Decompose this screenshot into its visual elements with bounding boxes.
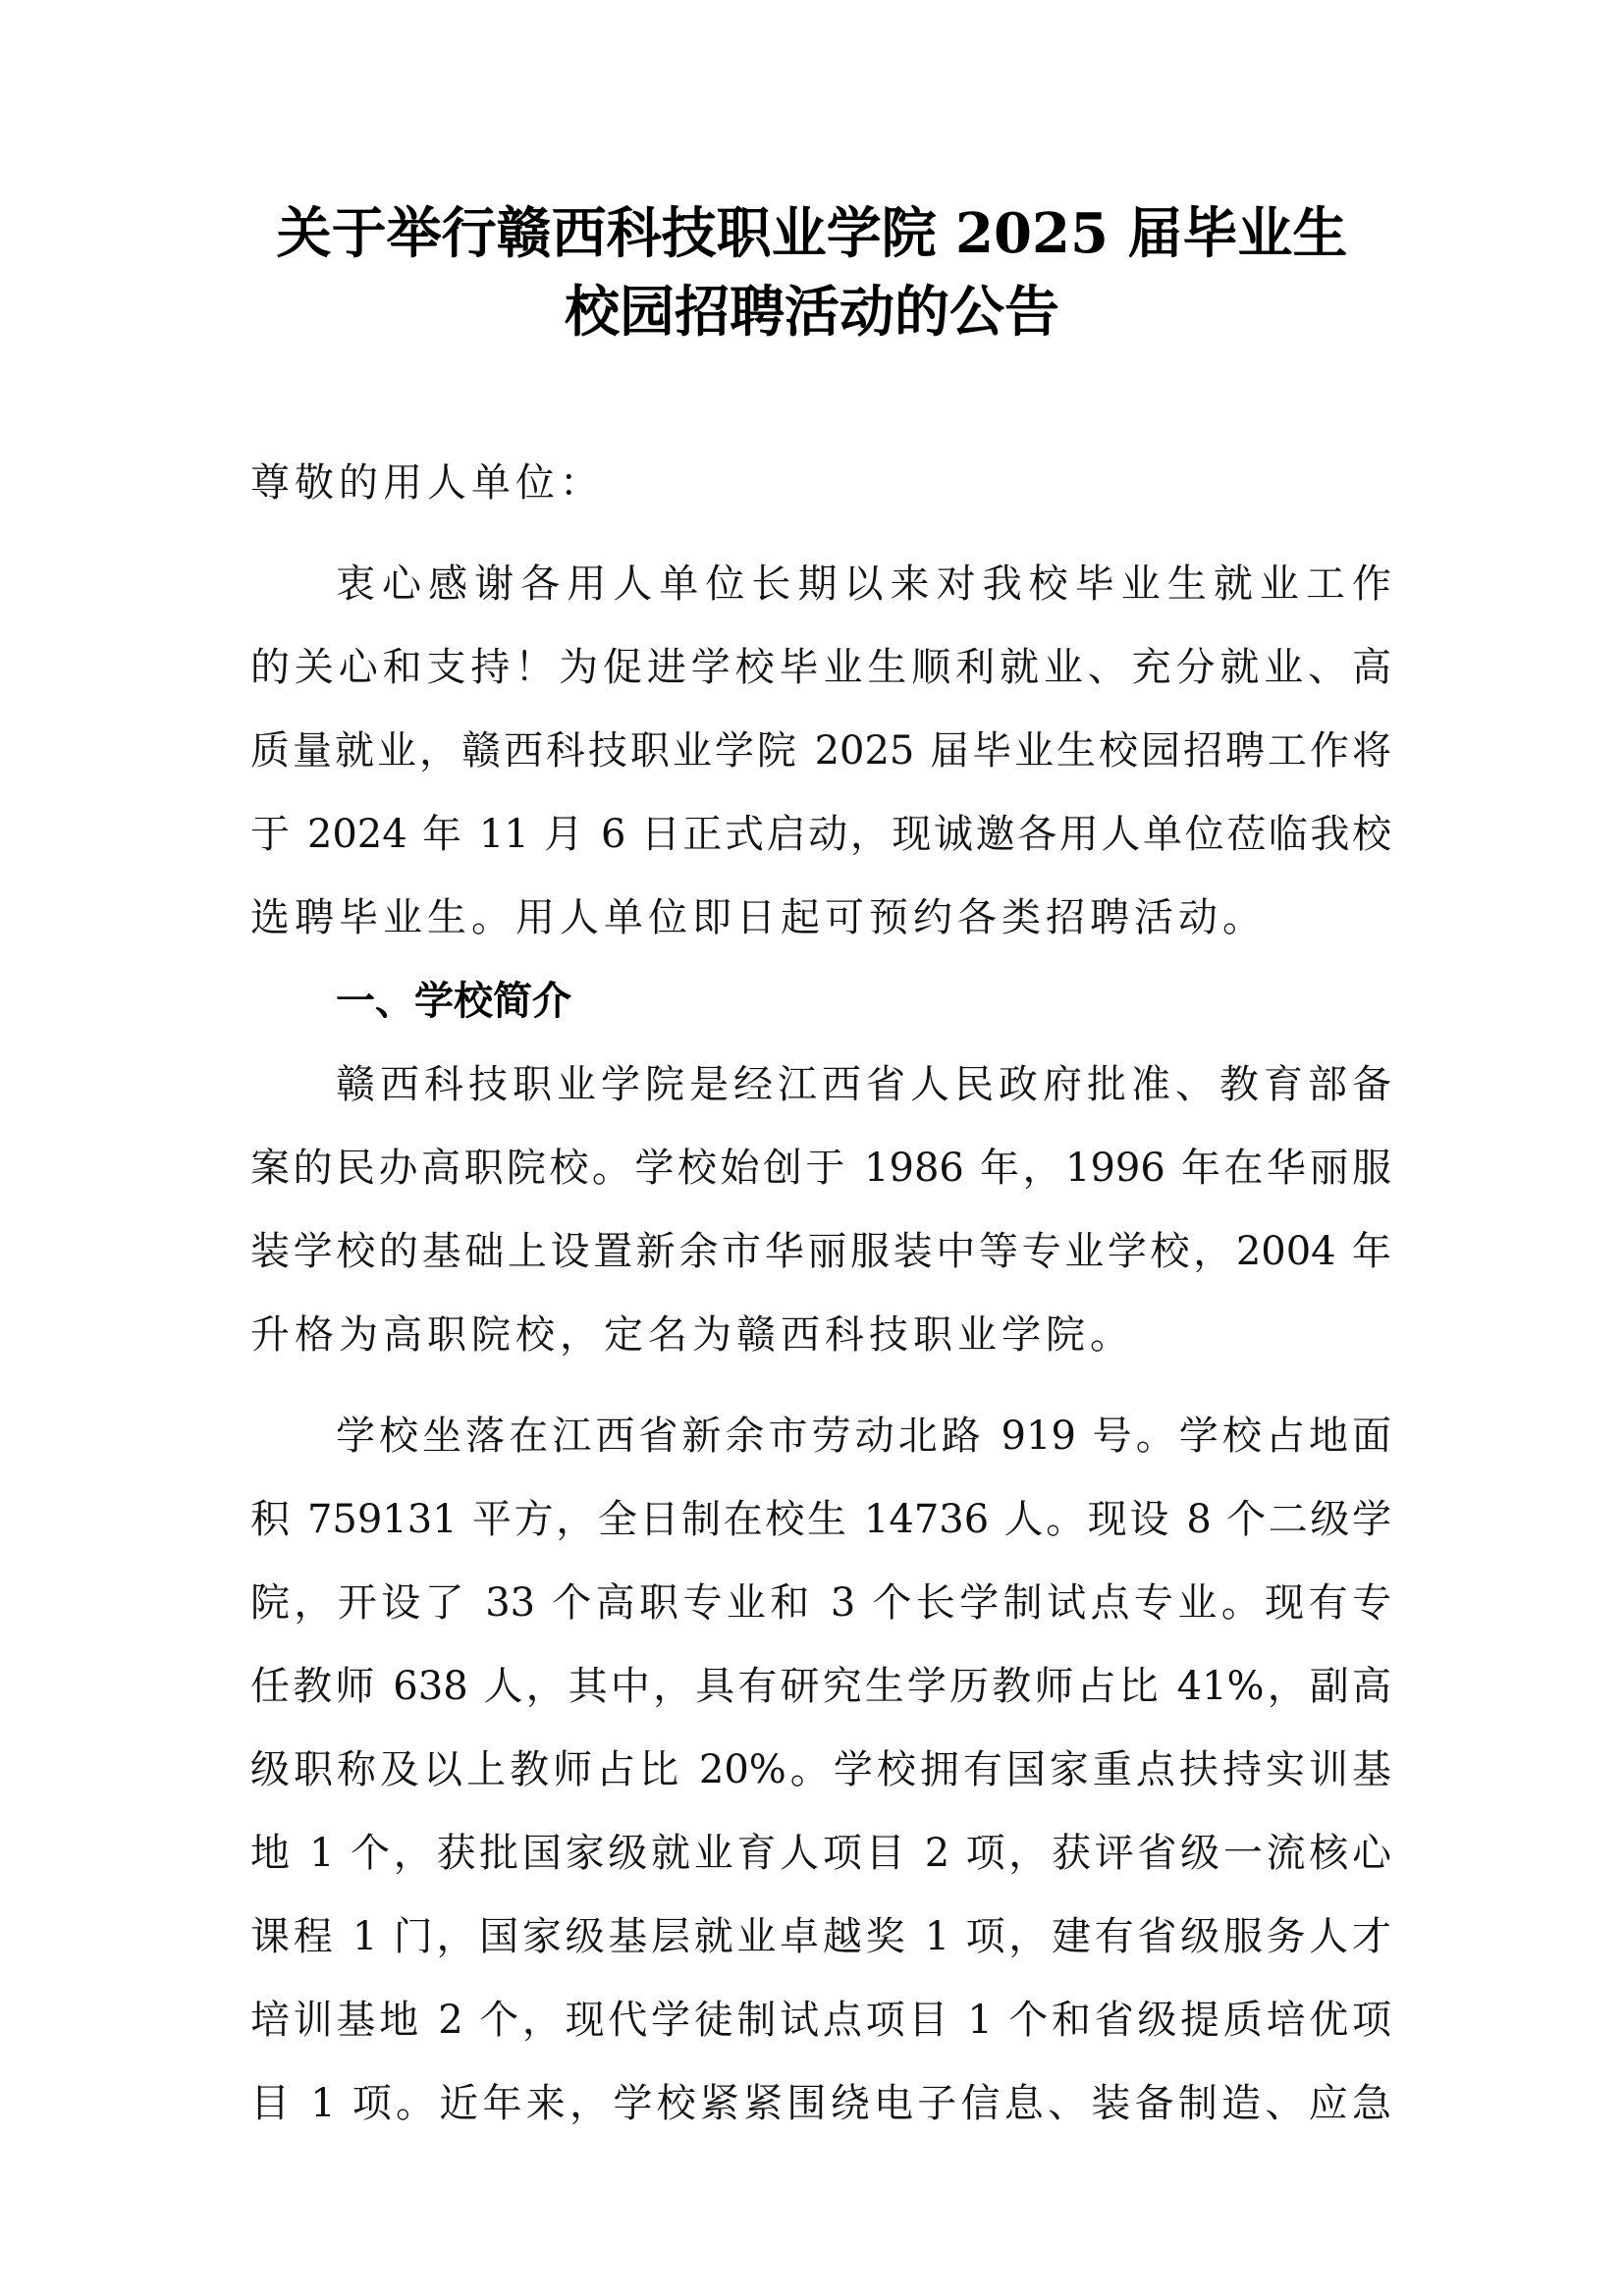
- paragraph-line: 于 2024 年 11 月 6 日正式启动，现诚邀各用人单位莅临我校: [250, 812, 1391, 857]
- spacer: [250, 525, 1391, 543]
- paragraph-line: 质量就业，赣西科技职业学院 2025 届毕业生校园招聘工作将: [250, 728, 1391, 774]
- paragraph-line: 级职称及以上教师占比 20%。学校拥有国家重点扶持实训基: [250, 1747, 1391, 1792]
- paragraph-line: 赣西科技职业学院是经江西省人民政府批准、教育部备: [336, 1062, 1391, 1107]
- intro-paragraph: [250, 543, 1391, 960]
- paragraph-line: 积 759131 平方，全日制在校生 14736 人。现设 8 个二级学: [250, 1497, 1391, 1542]
- document-body: [250, 442, 1391, 2146]
- school-intro-paragraph-1: [250, 1043, 1391, 1377]
- paragraph-line: 院，开设了 33 个高职专业和 3 个长学制试点专业。现有专: [250, 1580, 1391, 1626]
- paragraph-line: 任教师 638 人，其中，具有研究生学历教师占比 41%，副高: [250, 1664, 1391, 1709]
- paragraph-line: 的关心和支持！为促进学校毕业生顺利就业、充分就业、高: [250, 645, 1391, 690]
- paragraph-line: 升格为高职院校，定名为赣西科技职业学院。: [250, 1312, 1134, 1358]
- school-intro-paragraph-2: [250, 1395, 1391, 2146]
- paragraph-line: 案的民办高职院校。学校始创于 1986 年，1996 年在华丽服: [250, 1146, 1391, 1191]
- paragraph-line: 选聘毕业生。用人单位即日起可预约各类招聘活动。: [250, 895, 1267, 940]
- section-heading: 一、学校简介: [336, 979, 571, 1024]
- paragraph-line: 课程 1 门，国家级基层就业卓越奖 1 项，建有省级服务人才: [250, 1914, 1391, 1959]
- paragraph-line: 目 1 项。近年来，学校紧紧围绕电子信息、装备制造、应急: [250, 2081, 1391, 2126]
- salutation: 尊敬的用人单位：: [250, 460, 604, 506]
- document-title: [0, 194, 1624, 351]
- paragraph-line: 培训基地 2 个，现代学徒制试点项目 1 个和省级提质培优项: [250, 1998, 1391, 2043]
- spacer: [250, 1377, 1391, 1395]
- paragraph-line: 地 1 个，获批国家级就业育人项目 2 项，获评省级一流核心: [250, 1831, 1391, 1876]
- paragraph-line: 学校坐落在江西省新余市劳动北路 919 号。学校占地面: [336, 1414, 1391, 1459]
- title-line-2: 校园招聘活动的公告: [565, 280, 1059, 345]
- paragraph-line: 衷心感谢各用人单位长期以来对我校毕业生就业工作: [336, 561, 1391, 607]
- title-line-1: 关于举行赣西科技职业学院 2025 届毕业生: [276, 201, 1348, 266]
- paragraph-line: 装学校的基础上设置新余市华丽服装中等专业学校，2004 年: [250, 1229, 1391, 1274]
